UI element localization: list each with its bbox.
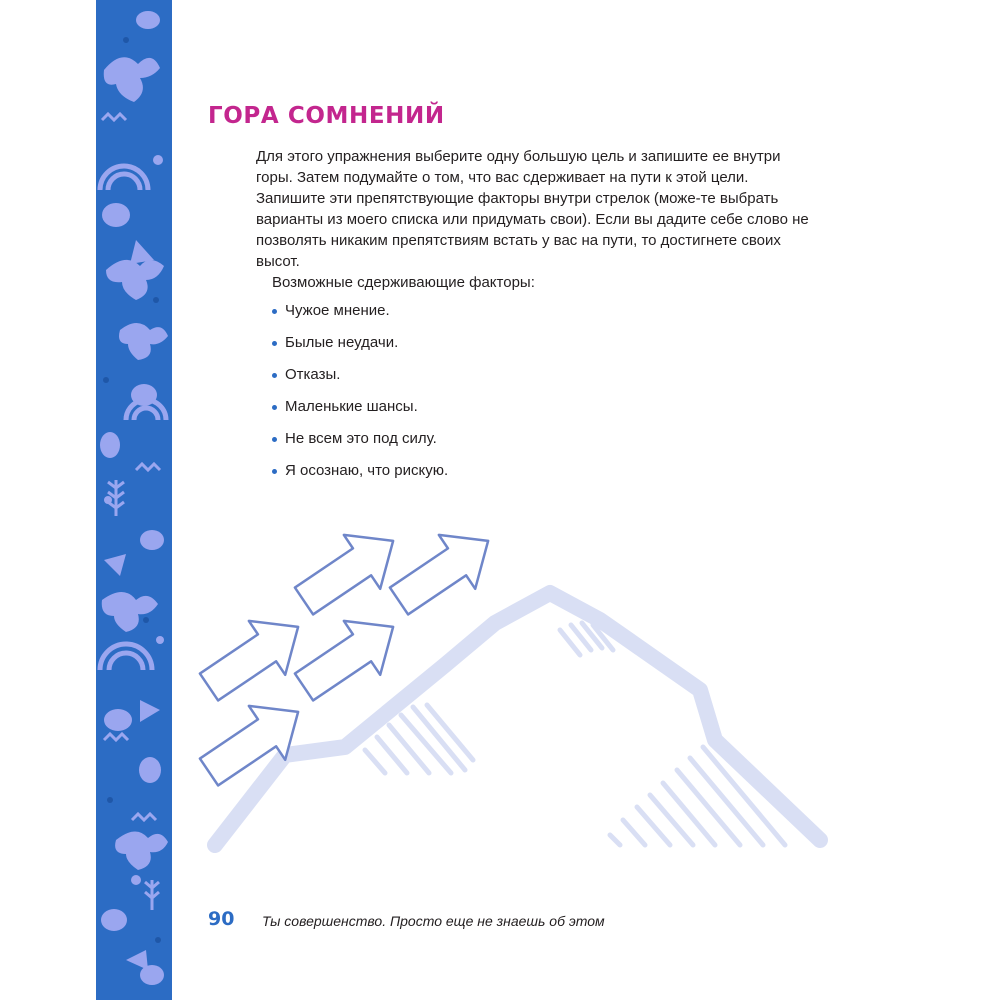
bullet-icon [272, 341, 277, 346]
list-item: Отказы. [272, 364, 448, 385]
list-item: Я осознаю, что рискую. [272, 460, 448, 481]
outlined-arrow-icon [381, 515, 506, 628]
outlined-arrow-icon [286, 600, 411, 714]
intro-text [256, 146, 816, 293]
list-intro: Возможные сдерживающие факторы: [272, 274, 535, 291]
bullet-icon [272, 373, 277, 378]
page-number: 90 [208, 908, 235, 930]
bullet-icon [272, 309, 277, 314]
intro-paragraph: Для этого упражнения выберите одну большую цель и запишите ее внутри горы. Затем подумайте о том, что вас сдерживает на пути к этой цели. Запишите эти препятствующие факторы внутри стрелок (може-те выбрать варианты из моего списка или придумать свои). Если вы дадите себе слово не позволять никаким препятствиям встать у вас на пути, то достигнете своих высот. [256, 148, 809, 270]
page-title: ГОРА СОМНЕНИЙ [208, 103, 445, 129]
factors-list [272, 300, 448, 492]
outlined-arrow-icon [286, 515, 411, 628]
list-item: Былые неудачи. [272, 332, 448, 353]
decorative-side-strip [96, 0, 172, 1000]
bullet-icon [272, 405, 277, 410]
list-item: Чужое мнение. [272, 300, 448, 321]
bullet-icon [272, 469, 277, 474]
list-item: Маленькие шансы. [272, 396, 448, 417]
mountain-illustration [195, 515, 835, 865]
outlined-arrow-icon [195, 600, 316, 714]
bullet-icon [272, 437, 277, 442]
mountain-hatching [365, 623, 785, 845]
book-title: Ты совершенство. Просто еще не знаешь об этом [262, 913, 605, 929]
list-item: Не всем это под силу. [272, 428, 448, 449]
abstract-pattern-icon [96, 0, 172, 1000]
